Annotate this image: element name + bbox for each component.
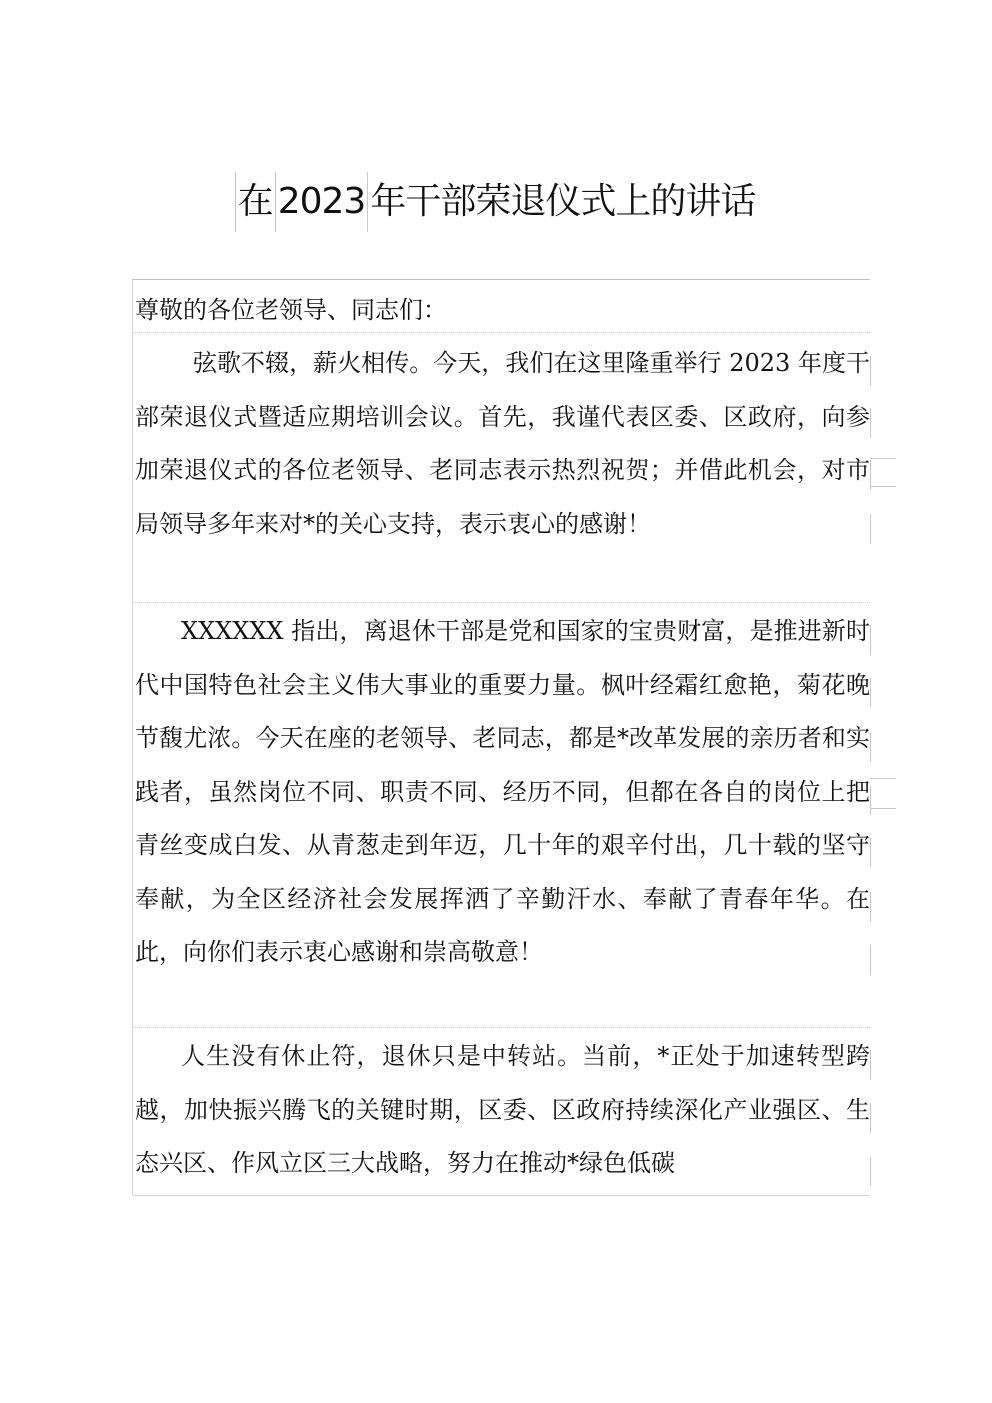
- margin-mark: [870, 892, 871, 922]
- margin-mark: [870, 408, 871, 438]
- margin-mark: [870, 356, 871, 386]
- margin-mark: [870, 458, 896, 459]
- document-body: [132, 279, 870, 1195]
- margin-mark: [870, 808, 896, 809]
- margin-mark: [870, 785, 871, 815]
- margin-mark: [870, 678, 871, 708]
- margin-mark: [870, 732, 871, 762]
- title-part-1: 在: [235, 172, 275, 232]
- margin-mark: [870, 1103, 871, 1133]
- paragraph-block-1: [133, 333, 870, 603]
- margin-mark: [870, 486, 896, 487]
- paragraph-2: XXXXXX 指出，离退休干部是党和国家的宝贵财富，是推进新时代中国特色社会主义伟大事业的重要力量。枫叶经霜红愈艳，菊花晚节馥尤浓。今天在座的老领导、老同志，都是*改革发展的亲历者和实践者，虽然岗位不同、职责不同、经历不同，但都在各自的岗位上把青丝变成白发、从青葱走到年迈，几十年的艰辛付出，几十载的坚守奉献，为全区经济社会发展挥洒了辛勤汗水、奉献了青春年华。在此，向你们表示衷心感谢和崇高敬意！: [135, 617, 870, 966]
- margin-mark: [870, 1156, 871, 1186]
- title-part-3: 年干部荣退仪式上的讲话: [367, 172, 757, 232]
- salutation: 尊敬的各位老领导、同志们：: [135, 296, 447, 324]
- paragraph-block-3: [133, 1028, 870, 1196]
- margin-mark: [870, 945, 871, 975]
- title-part-2: 2023: [275, 172, 368, 232]
- margin-mark: [870, 1050, 871, 1080]
- paragraph-block-2: [133, 603, 870, 1028]
- paragraph-1: 弦歌不辍，薪火相传。今天，我们在这里隆重举行 2023 年度干部荣退仪式暨适应期培训会议。首先，我谨代表区委、区政府，向参加荣退仪式的各位老领导、老同志表示热烈祝贺；并借此机会，对市局领导多年来对*的关心支持，表示衷心的感谢！: [135, 349, 870, 538]
- document-title: [0, 172, 992, 232]
- margin-mark: [870, 778, 896, 779]
- margin-mark: [870, 838, 871, 868]
- salutation-block: [133, 280, 870, 333]
- margin-mark: [870, 514, 871, 544]
- margin-mark: [870, 625, 871, 655]
- paragraph-3: 人生没有休止符，退休只是中转站。当前，*正处于加速转型跨越，加快振兴腾飞的关键时期，区委、区政府持续深化产业强区、生态兴区、作风立区三大战略，努力在推动*绿色低碳: [135, 1042, 870, 1177]
